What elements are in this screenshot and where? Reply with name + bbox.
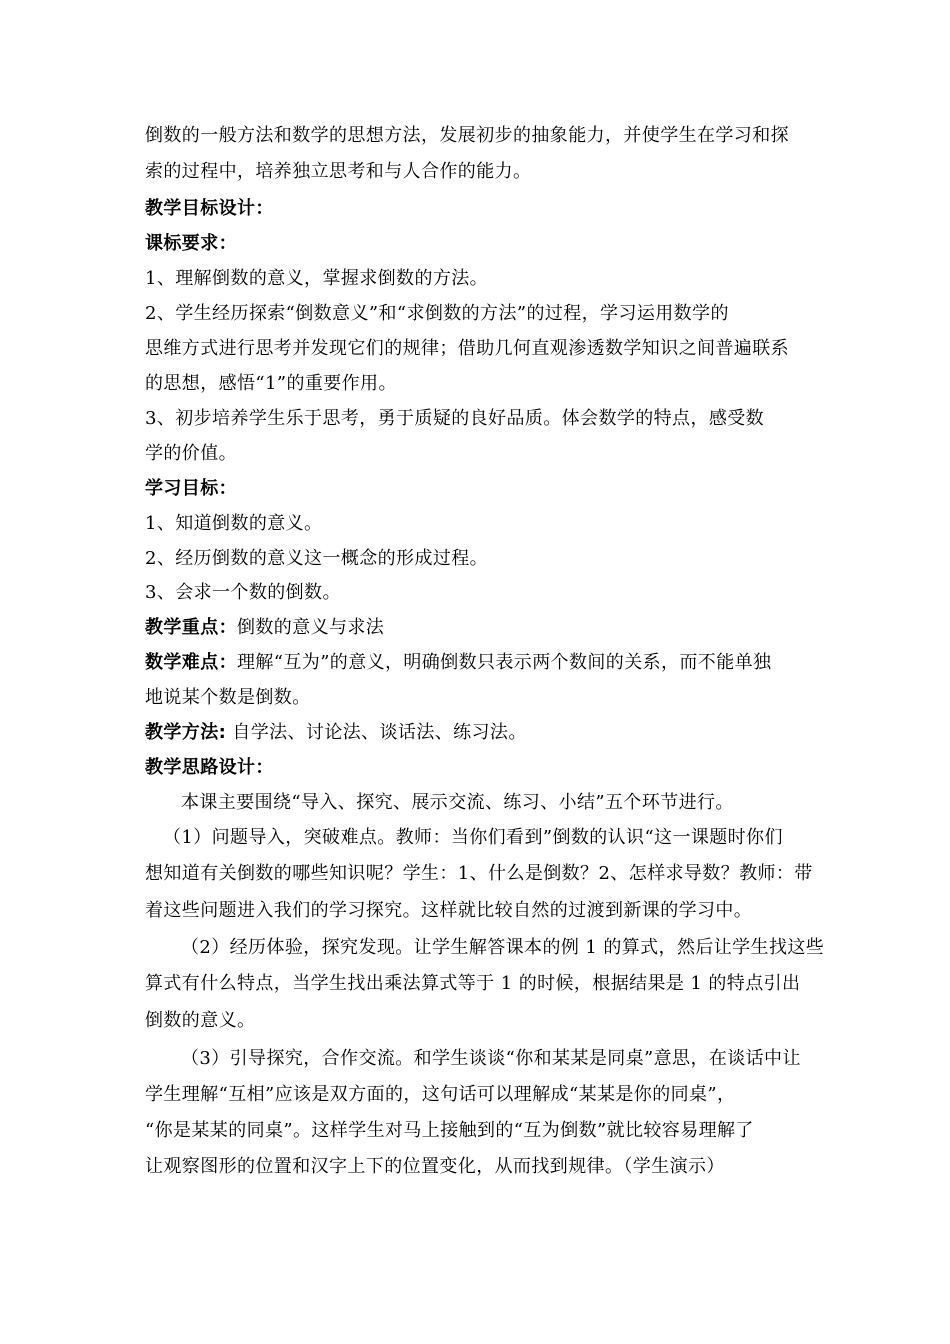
section-heading: 教学目标设计：: [145, 198, 274, 219]
paragraph-line: 思维方式进行思考并发现它们的规律；借助几何直观渗透数学知识之间普遍联系: [145, 338, 789, 359]
list-item: 2、经历倒数的意义这一概念的形成过程。: [145, 548, 489, 569]
list-item: 2、学生经历探索“倒数意义”和“求倒数的方法”的过程，学习运用数学的: [145, 303, 729, 324]
section-heading: 学习目标：: [145, 478, 237, 499]
paragraph-line: 算式有什么特点，当学生找出乘法算式等于 1 的时候，根据结果是 1 的特点引出: [145, 973, 801, 994]
paragraph-line: 让观察图形的位置和汉字上下的位置变化，从而找到规律。（学生演示）: [145, 1156, 725, 1177]
paragraph-line: 想知道有关倒数的哪些知识呢？学生：1、什么是倒数？2、怎样求导数？教师：带: [145, 863, 813, 884]
paragraph-line: 的思想，感悟“1”的重要作用。: [145, 373, 397, 394]
paragraph-line: 地说某个数是倒数。: [145, 687, 311, 708]
paragraph-line: 学的价值。: [145, 443, 237, 464]
section-heading: 教学思路设计：: [145, 757, 274, 778]
list-item: 3、初步培养学生乐于思考，勇于质疑的良好品质。体会数学的特点，感受数: [145, 408, 765, 429]
paragraph-line: （3）引导探究，合作交流。和学生谈谈“你和某某是同桌”意思，在谈话中让: [181, 1048, 801, 1069]
paragraph-line: 倒数的意义。: [145, 1010, 256, 1031]
paragraph-line: “你是某某的同桌”。这样学生对马上接触到的“互为倒数”就比较容易理解了: [145, 1120, 754, 1141]
difficulty-label: 数学难点：: [145, 652, 237, 673]
paragraph-line: 索的过程中，培养独立思考和与人合作的能力。: [145, 161, 532, 182]
key-point-line: [145, 616, 384, 640]
methods-line: [145, 721, 527, 745]
difficulty-text: 理解“互为”的意义，明确倒数只表示两个数间的关系，而不能单独: [237, 652, 772, 673]
list-item: 3、会求一个数的倒数。: [145, 582, 341, 603]
paragraph-line: 学生理解“互相”应该是双方面的，这句话可以理解成“某某是你的同桌”，: [145, 1084, 736, 1105]
paragraph-line: （1）问题导入，突破难点。教师：当你们看到”倒数的认识“这一课题时你们: [163, 827, 783, 848]
list-item: 1、知道倒数的意义。: [145, 513, 323, 534]
section-heading: 课标要求：: [145, 233, 237, 254]
key-point-text: 倒数的意义与求法: [237, 617, 385, 638]
list-item: 1、理解倒数的意义，掌握求倒数的方法。: [145, 268, 489, 289]
paragraph-line: （2）经历体验，探究发现。让学生解答课本的例 1 的算式，然后让学生找这些: [181, 937, 825, 958]
key-point-label: 教学重点：: [145, 617, 237, 638]
methods-label: 教学方法:: [145, 722, 227, 743]
paragraph-line: 本课主要围绕“导入、探究、展示交流、练习、小结”五个环节进行。: [181, 792, 734, 813]
paragraph-line: 着这些问题进入我们的学习探究。这样就比较自然的过渡到新课的学习中。: [145, 900, 753, 921]
methods-text: 自学法、讨论法、谈话法、练习法。: [226, 722, 527, 743]
difficulty-line: [145, 651, 771, 675]
paragraph-line: 倒数的一般方法和数学的思想方法，发展初步的抽象能力，并使学生在学习和探: [145, 125, 789, 146]
